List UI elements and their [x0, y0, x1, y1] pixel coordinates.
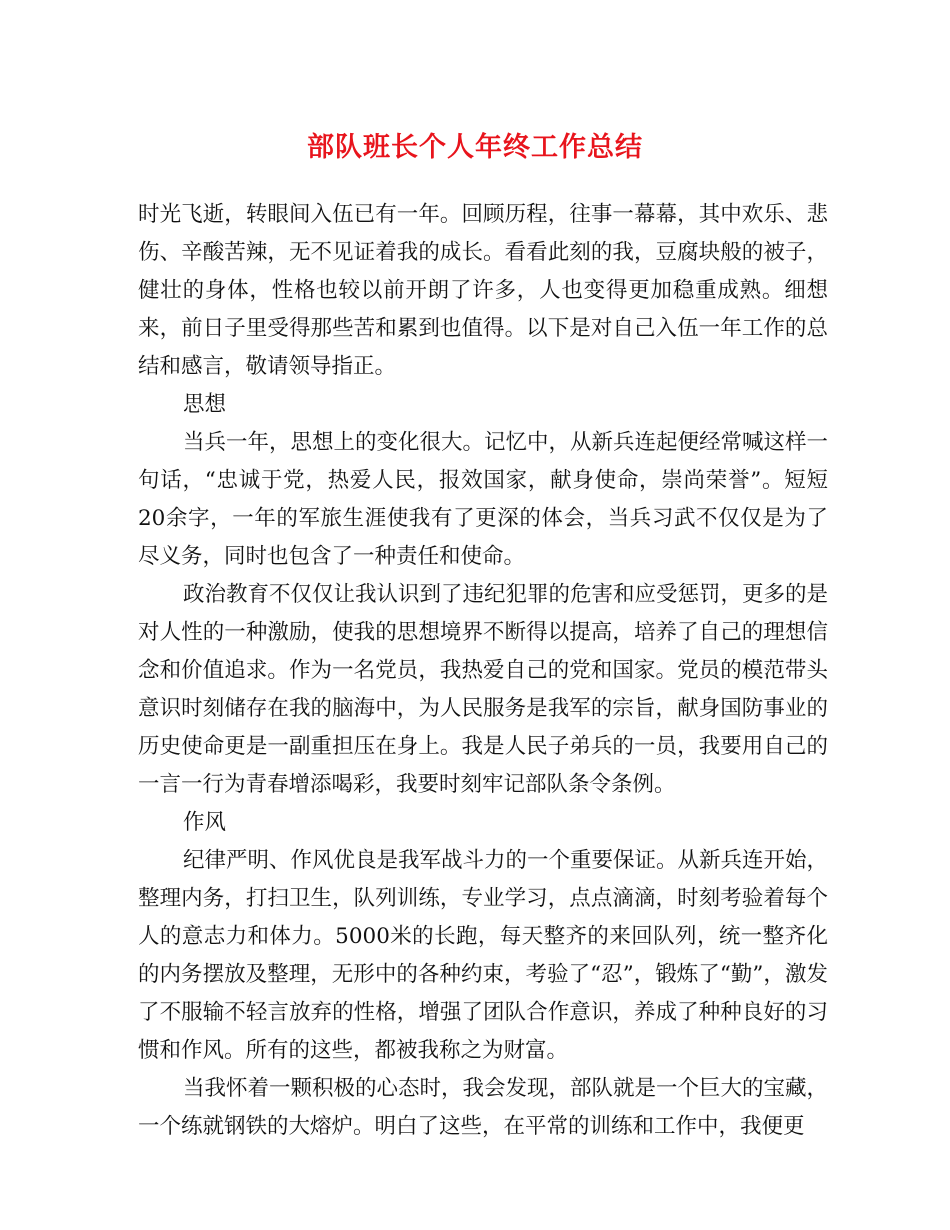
section-heading-thought: 思想 — [183, 392, 227, 417]
style-paragraph-1: 纪律严明、作风优良是我军战斗力的一个重要保证。从新兵连开始，整理内务，打扫卫生，队列训练，专业学习，点点滴滴，时刻考验着每个人的意志力和体力。5000米的长跑，每天整齐的来回队列，统一整齐化的内务摆放及整理，无形中的各种约束，考验了“忍”，锻炼了“勤”，激发了不服输不轻言放弃的性格，增强了团队合作意识，养成了种种良好的习惯和作风。所有的这些，都被我称之为财富。 — [138, 848, 829, 1063]
document-title: 部队班长个人年终工作总结 — [307, 132, 643, 163]
document-body — [138, 196, 828, 1146]
style-paragraph-2: 当我怀着一颗积极的心态时，我会发现，部队就是一个巨大的宝藏，一个练就钢铁的大熔炉。明白了这些，在平常的训练和工作中，我便更 — [138, 1076, 829, 1139]
thought-paragraph-2: 政治教育不仅仅让我认识到了违纪犯罪的危害和应受惩罚，更多的是对人性的一种激励，使我的思想境界不断得以提高，培养了自己的理想信念和价值追求。作为一名党员，我热爱自己的党和国家。党员的模范带头意识时刻储存在我的脑海中，为人民服务是我军的宗旨，献身国防事业的历史使命更是一副重担压在身上。我是人民子弟兵的一员，我要用自己的一言一行为青春增添喝彩，我要时刻牢记部队条令条例。 — [138, 582, 829, 797]
thought-paragraph-1: 当兵一年，思想上的变化很大。记忆中，从新兵连起便经常喊这样一句话，“忠诚于党，热爱人民，报效国家，献身使命，崇尚荣誉”。短短20余字，一年的军旅生涯使我有了更深的体会，当兵习武不仅仅是为了尽义务，同时也包含了一种责任和使命。 — [138, 430, 829, 569]
intro-paragraph: 时光飞逝，转眼间入伍已有一年。回顾历程，往事一幕幕，其中欢乐、悲伤、辛酸苦辣，无不见证着我的成长。看看此刻的我，豆腐块般的被子，健壮的身体，性格也较以前开朗了许多，人也变得更加稳重成熟。细想来，前日子里受得那些苦和累到也值得。以下是对自己入伍一年工作的总结和感言，敬请领导指正。 — [138, 202, 828, 379]
section-heading-style: 作风 — [183, 810, 227, 835]
